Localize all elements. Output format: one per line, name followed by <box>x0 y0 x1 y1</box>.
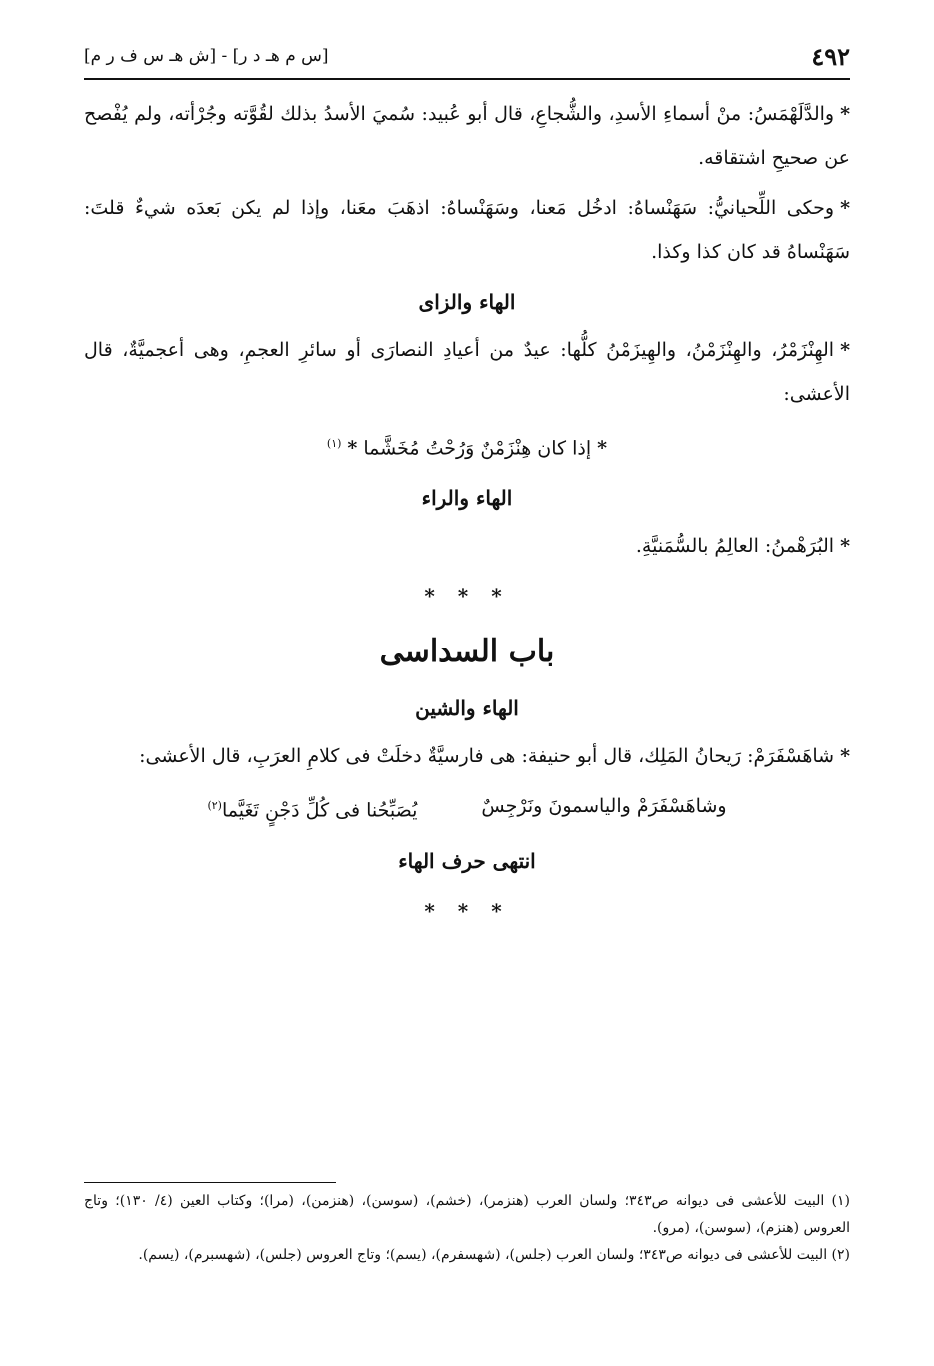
entry-marker: * <box>840 745 850 768</box>
separator-stars: * * * <box>424 584 510 609</box>
entry-text: الهِنْزَمْرُ، والهِنْزَمْنُ، والهِيزَمْنُ كلُّها: عيدٌ من أعيادِ النصارَى أو سائرِ العجمِ، وهى أعجميَّةٌ، قال الأعشى: <box>84 339 850 405</box>
entry-sahansah <box>84 186 850 274</box>
entry-hinzamr <box>84 328 850 416</box>
footnote-ref-2: (٢) <box>207 799 222 813</box>
verse-couplet <box>84 784 850 832</box>
entry-text: وحكى اللِّحيانيُّ: سَهَنْساهُ: ادخُل مَعنا، وسَهَنْساهُ: اذهَبَ معَنا، وإذا لم يكن بَعدَه شيءٌ قلتَ: سَهَنْساهُ قد كان كذا وكذا. <box>84 197 850 263</box>
entry-marker: * <box>840 103 850 125</box>
footnote-rule <box>84 1182 336 1183</box>
couplet-first-half: وشاهَسْفَرَمْ والياسمونَ ونَرْجِسٌ <box>481 795 727 818</box>
section-heading-ha-zay: الهاء والزاى <box>418 290 516 314</box>
entry-text: البُرَهْمنُ: العالِمُ بالسُّمَنيَّةِ. <box>635 535 835 558</box>
couplet-second-half: يُصَبِّحُنا فى كُلِّ دَجْنٍ تَغَيَّما$^{(٢)}$ <box>207 799 418 822</box>
entry-dalahmas <box>84 92 850 180</box>
entry-shahasfaram <box>84 734 850 778</box>
entry-text: والدَّلَهْمَسُ: منْ أسماءِ الأسدِ، والشُّجاعِ، قال أبو عُبيد: سُميَ الأسدُ بذلك لقُوَّته وجُرْأته، ولم يُفْصح عن صحيحِ اشتقاقه. <box>84 103 850 169</box>
verse-marker-start: * <box>597 437 608 460</box>
running-head: [س م هـ د ر] - [ش هـ س ف ر م] <box>84 46 329 66</box>
header-rule <box>84 78 850 80</box>
section-heading-ha-ra: الهاء والراء <box>421 486 513 511</box>
footnote-ref-1: (١) <box>326 437 342 450</box>
entry-burahman <box>84 524 850 568</box>
separator-stars-end: * * * <box>424 898 510 923</box>
verse-line <box>84 422 850 470</box>
entry-marker: * <box>840 197 850 219</box>
verse-marker-end: * <box>347 437 358 460</box>
section-heading-ha-shin: الهاء والشين <box>415 696 519 721</box>
footnote-1: (١) البيت للأعشى فى ديوانه ص٣٤٣؛ ولسان العرب (هنزمر)، (خشم)، (سوسن)، (هنزمن)، (مرا)؛ وكتاب العين (٤/ ١٣٠)؛ وتاج العروس (هنزم)، (سوسن)، (مرو). <box>84 1193 850 1236</box>
entry-text: شاهَسْفَرَمْ: رَيحانُ المَلِك، قال أبو حنيفة: هى فارسيَّةٌ دخلَتْ فى كلامِ العرَبِ، قال الأعشى: <box>139 745 835 768</box>
chapter-title: باب السداسى <box>379 634 555 670</box>
footnote-2: (٢) البيت للأعشى فى ديوانه ص٣٤٣؛ ولسان العرب (جلس)، (شهسفرم)، (يسم)؛ وتاج العروس (جلس)، (شهسبرم)، (يسم). <box>138 1247 850 1263</box>
entry-marker: * <box>840 339 850 361</box>
verse-text: إذا كان هِنْزَمْنٌ وَرُحْتُ مُخَشَّما <box>363 437 592 460</box>
closing-heading: انتهى حرف الهاء <box>398 848 536 873</box>
page-header <box>84 36 850 76</box>
entry-marker: * <box>840 535 850 558</box>
page-number: ٤٩٢ <box>811 41 850 71</box>
footnotes <box>84 1188 850 1269</box>
page-body <box>84 92 850 939</box>
